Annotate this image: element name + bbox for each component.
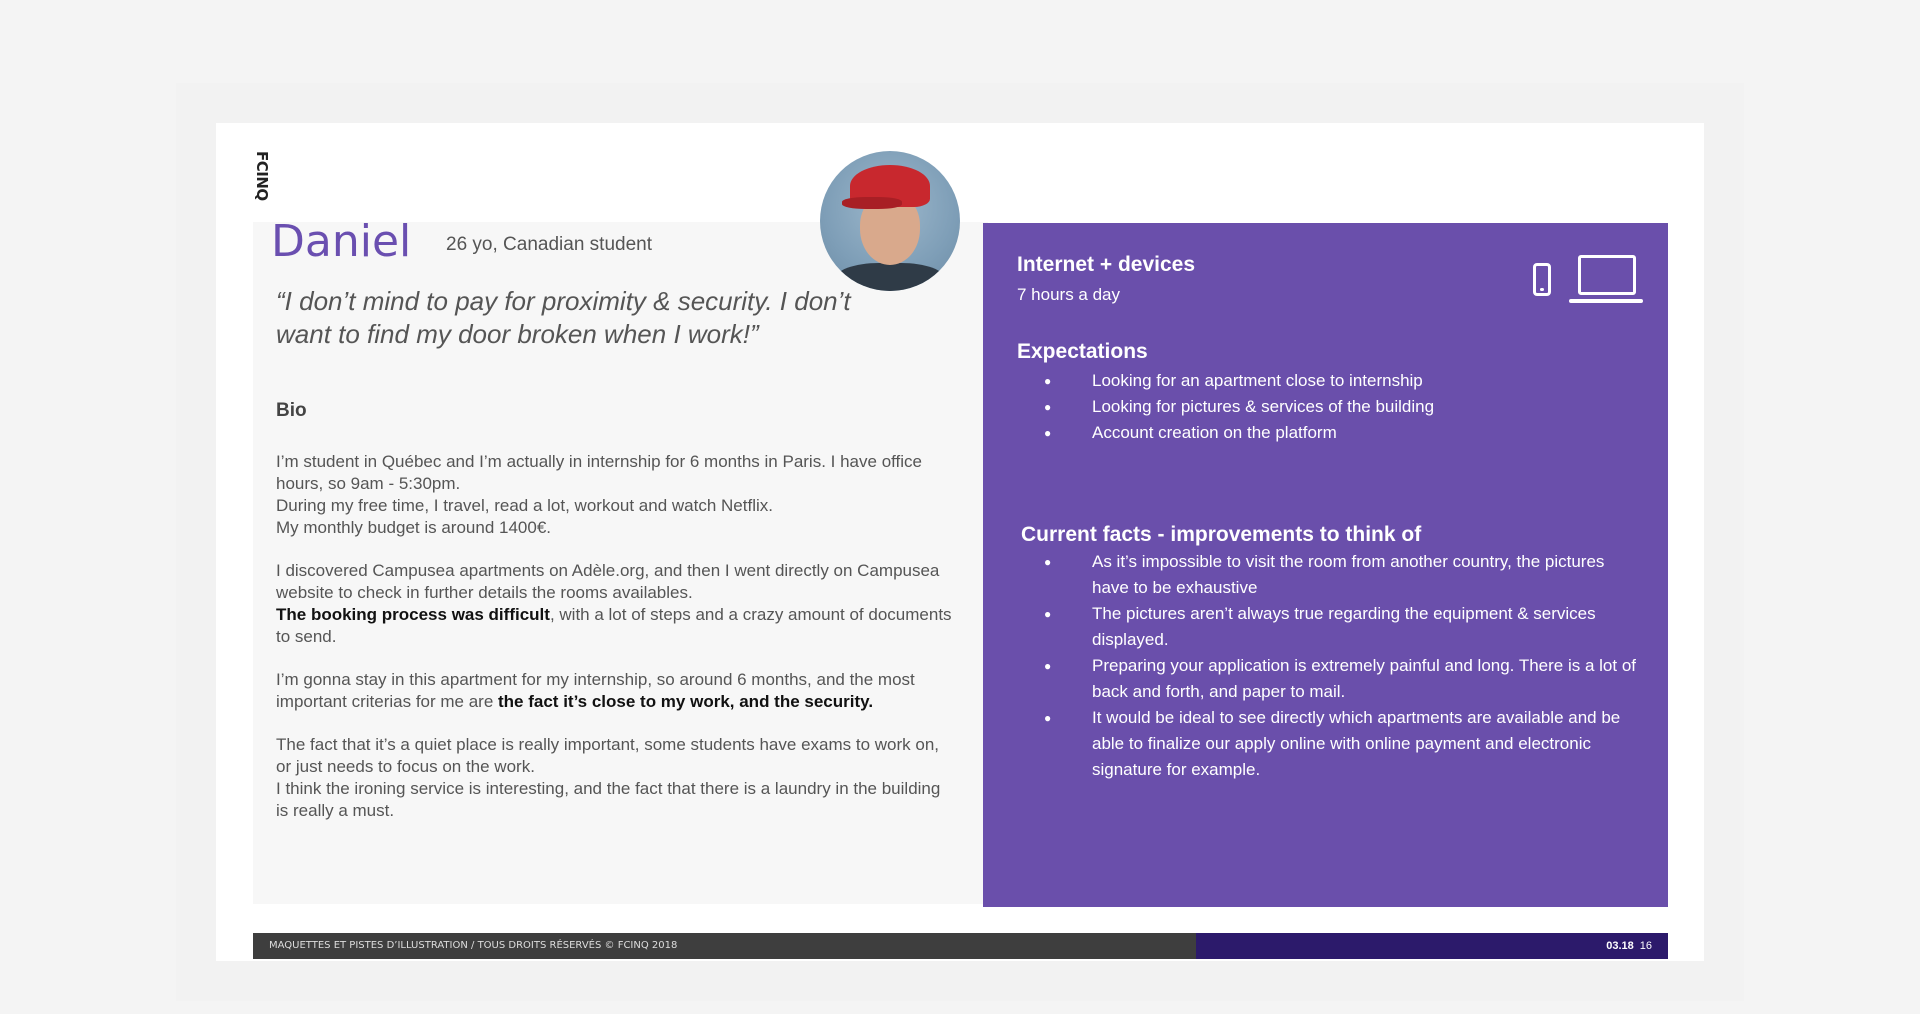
persona-quote: “I don’t mind to pay for proximity & security. I don’t want to find my door broken when I work!” bbox=[276, 286, 851, 349]
fcinq-logo: FCINQ bbox=[253, 151, 271, 201]
list-item: ● Preparing your application is extremely painful and long. There is a lot of back and forth, and paper to mail. bbox=[1017, 653, 1637, 705]
facts-title: Current facts - improvements to think of bbox=[1021, 523, 1422, 546]
list-item: ● As it’s impossible to visit the room from another country, the pictures have to be exhaustive bbox=[1017, 549, 1637, 601]
footer-copyright: MAQUETTES ET PISTES D’ILLUSTRATION / TOUS DROITS RÉSERVÉS © FCINQ 2018 bbox=[253, 933, 1196, 959]
footer-date: 03.18 bbox=[1606, 940, 1634, 952]
expectations-title: Expectations bbox=[1017, 340, 1148, 363]
bio-paragraph-2 bbox=[276, 560, 956, 648]
phone-icon bbox=[1533, 263, 1551, 296]
persona-subtitle: 26 yo, Canadian student bbox=[446, 234, 652, 255]
internet-title: Internet + devices bbox=[1017, 253, 1195, 276]
bio-paragraph-1 bbox=[276, 451, 956, 539]
list-item: ● Looking for an apartment close to internship bbox=[1017, 368, 1637, 394]
bio-paragraph-4 bbox=[276, 734, 956, 822]
avatar-cap-brim bbox=[842, 197, 902, 209]
bio-p2-bold: The booking process was difficult bbox=[276, 605, 550, 624]
list-item: ● It would be ideal to see directly which apartments are available and be able to finalize our apply online with online payment and electronic signature for example. bbox=[1017, 705, 1637, 783]
bio-p3-bold: the fact it’s close to my work, and the security. bbox=[498, 692, 874, 711]
bio-p2b: , with a lot of steps and a crazy amount of documents to send. bbox=[276, 605, 952, 646]
bio-p1b: During my free time, I travel, read a lot, workout and watch Netflix. bbox=[276, 496, 773, 515]
bio-p4a: The fact that it’s a quiet place is really important, some students have exams to work on, or just needs to focus on the work. bbox=[276, 735, 940, 776]
bio-text bbox=[276, 451, 956, 843]
bio-p1c: My monthly budget is around 1400€. bbox=[276, 518, 552, 537]
bio-title: Bio bbox=[276, 400, 307, 421]
expectations-list bbox=[1017, 368, 1637, 446]
laptop-icon bbox=[1578, 255, 1636, 295]
laptop-base-icon bbox=[1569, 299, 1643, 303]
footer-page-info bbox=[1196, 933, 1668, 959]
insights-panel bbox=[983, 223, 1668, 907]
page-number: 16 bbox=[1639, 940, 1652, 952]
bio-p4b: I think the ironing service is interesting, and the fact that there is a laundry in the building is really a must. bbox=[276, 779, 941, 820]
list-item: ● Looking for pictures & services of the building bbox=[1017, 394, 1637, 420]
persona-avatar bbox=[820, 151, 960, 291]
bio-paragraph-3 bbox=[276, 669, 956, 713]
facts-list bbox=[1017, 549, 1637, 783]
bio-p1: I’m student in Québec and I’m actually in internship for 6 months in Paris. I have office hours, so 9am - 5:30pm. bbox=[276, 452, 923, 493]
persona-name: Daniel bbox=[271, 216, 412, 267]
bio-p3a: I’m gonna stay in this apartment for my internship, so around 6 months, and the most important criterias for me are bbox=[276, 670, 915, 711]
bio-p2a: I discovered Campusea apartments on Adèle.org, and then I went directly on Campusea website to check in further details the rooms availables. bbox=[276, 561, 940, 602]
slide bbox=[216, 123, 1704, 961]
list-item: ● The pictures aren’t always true regarding the equipment & services displayed. bbox=[1017, 601, 1637, 653]
list-item: ● Account creation on the platform bbox=[1017, 420, 1637, 446]
internet-usage: 7 hours a day bbox=[1017, 285, 1121, 304]
